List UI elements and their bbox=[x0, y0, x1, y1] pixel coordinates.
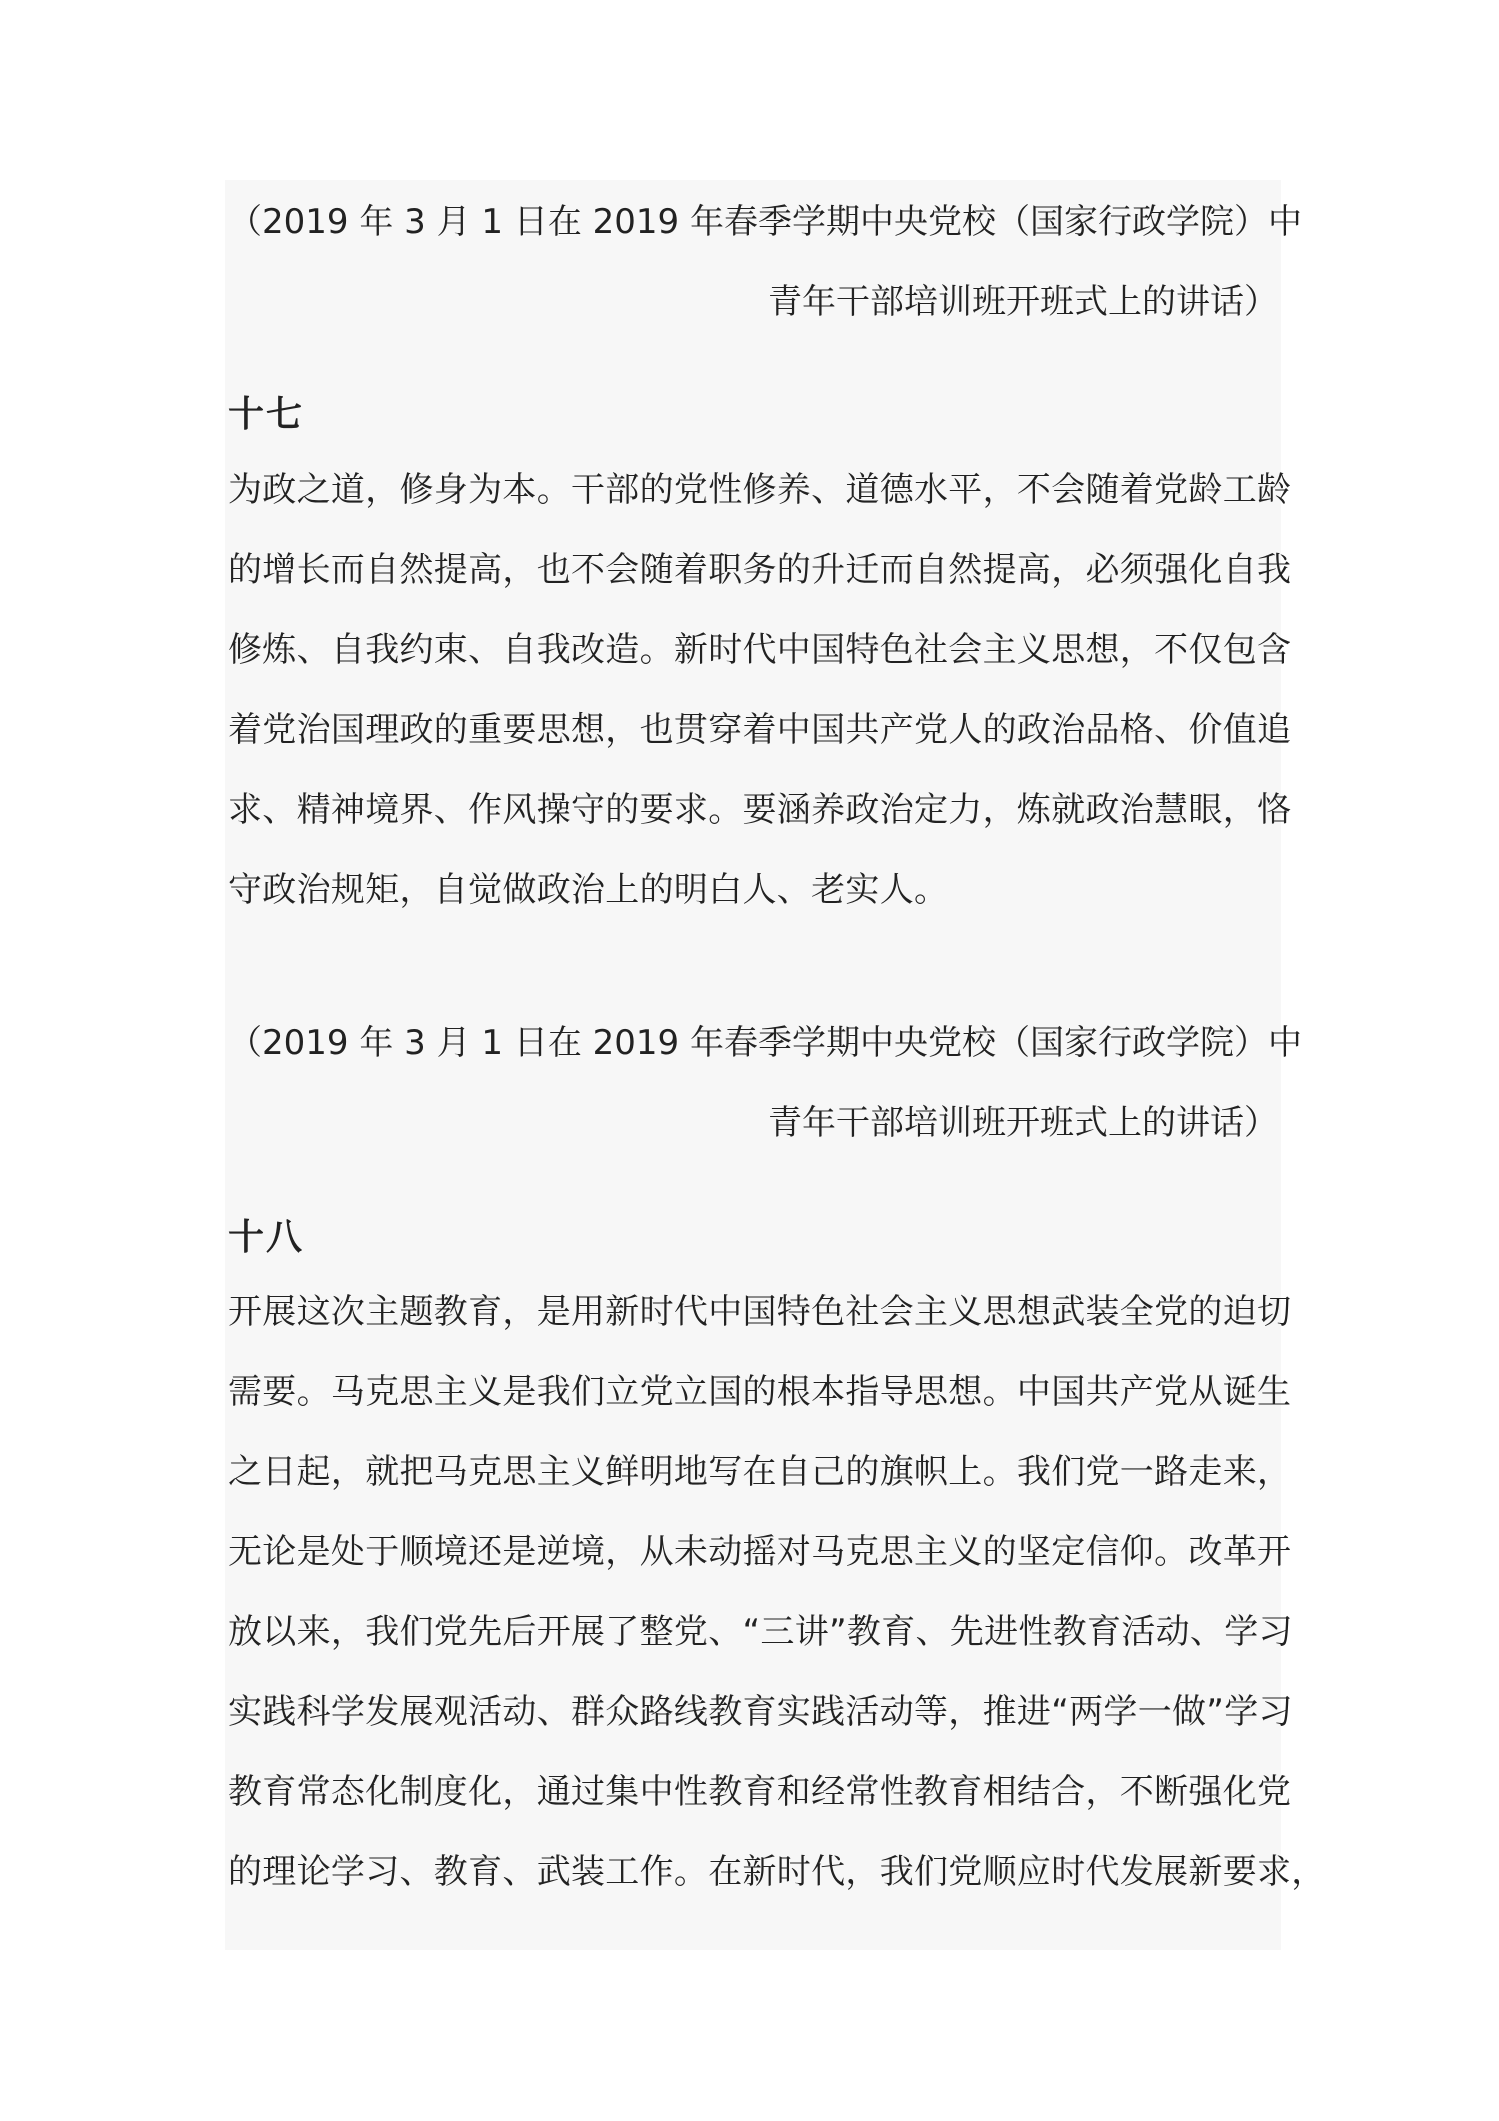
paragraph-line: 着党治国理政的重要思想，也贯穿着中国共产党人的政治品格、价值追 bbox=[228, 710, 1292, 750]
citation-2-line-2: 青年干部培训班开班式上的讲话） bbox=[768, 1103, 1278, 1143]
section-18-heading bbox=[228, 1198, 1278, 1278]
paragraph-line: 修炼、自我约束、自我改造。新时代中国特色社会主义思想，不仅包含 bbox=[228, 630, 1292, 670]
paragraph-line: 教育常态化制度化，通过集中性教育和经常性教育相结合，不断强化党 bbox=[228, 1772, 1292, 1812]
paragraph-line: 求、精神境界、作风操守的要求。要涵养政治定力，炼就政治慧眼，恪 bbox=[228, 790, 1292, 830]
citation-2-line-1: （2019 年 3 月 1 日在 2019 年春季学期中央党校（国家行政学院）中 bbox=[228, 1023, 1302, 1063]
paragraph-line: 开展这次主题教育，是用新时代中国特色社会主义思想武装全党的迫切 bbox=[228, 1292, 1292, 1332]
section-18-paragraph bbox=[228, 1272, 1326, 1912]
paragraph-line: 为政之道，修身为本。干部的党性修养、道德水平，不会随着党龄工龄 bbox=[228, 470, 1292, 510]
citation-1 bbox=[228, 182, 1302, 342]
citation-1-line-2: 青年干部培训班开班式上的讲话） bbox=[768, 282, 1278, 322]
paragraph-line: 无论是处于顺境还是逆境，从未动摇对马克思主义的坚定信仰。改革开 bbox=[228, 1532, 1292, 1572]
paragraph-line: 的理论学习、教育、武装工作。在新时代，我们党顺应时代发展新要求， bbox=[228, 1852, 1326, 1892]
paragraph-line: 放以来，我们党先后开展了整党、“三讲”教育、先进性教育活动、学习 bbox=[228, 1612, 1293, 1652]
section-17-heading-text: 十七 bbox=[228, 394, 305, 435]
section-17-heading bbox=[228, 375, 1278, 455]
paragraph-line: 实践科学发展观活动、群众路线教育实践活动等，推进“两学一做”学习 bbox=[228, 1692, 1293, 1732]
paragraph-line: 之日起，就把马克思主义鲜明地写在自己的旗帜上。我们党一路走来， bbox=[228, 1452, 1292, 1492]
section-18-heading-text: 十八 bbox=[228, 1217, 305, 1258]
section-17-paragraph bbox=[228, 450, 1292, 930]
paragraph-line: 的增长而自然提高，也不会随着职务的升迁而自然提高，必须强化自我 bbox=[228, 550, 1292, 590]
citation-2 bbox=[228, 1003, 1302, 1163]
paragraph-line: 守政治规矩，自觉做政治上的明白人、老实人。 bbox=[228, 870, 949, 910]
citation-1-line-1: （2019 年 3 月 1 日在 2019 年春季学期中央党校（国家行政学院）中 bbox=[228, 202, 1302, 242]
paragraph-line: 需要。马克思主义是我们立党立国的根本指导思想。中国共产党从诞生 bbox=[228, 1372, 1292, 1412]
